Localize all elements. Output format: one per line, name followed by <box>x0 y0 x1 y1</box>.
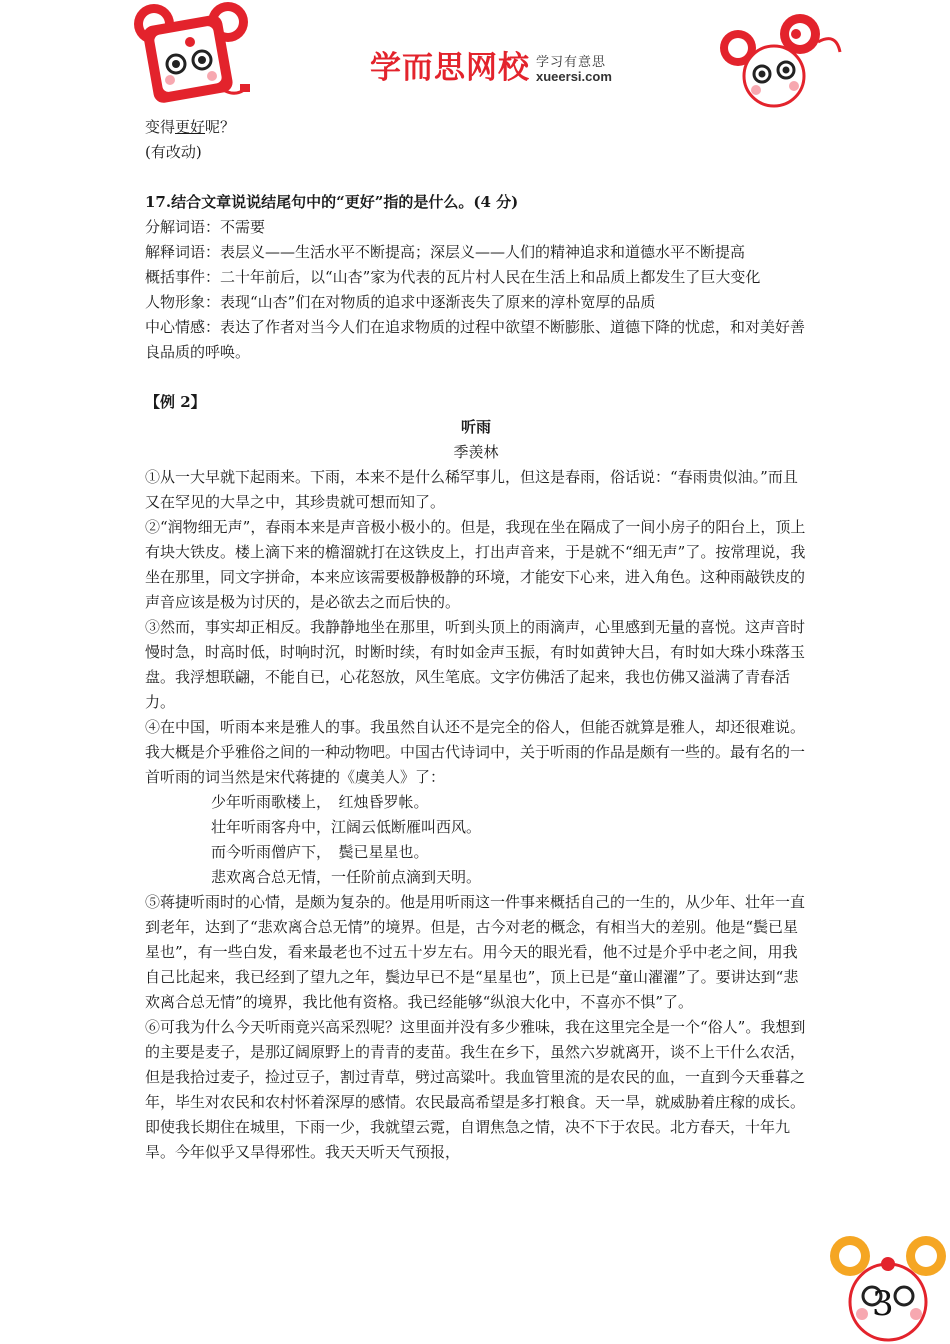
answer-line: 概括事件：二十年前后，以“山杏”家为代表的瓦片村人民在生活上和品质上都发生了巨大变化 <box>145 268 761 286</box>
page-header <box>0 0 950 115</box>
question-17: 17.结合文章说说结尾句中的“更好”指的是什么。(4 分) <box>145 193 519 211</box>
page-number: 3 <box>872 1284 894 1324</box>
poem-line: 悲欢离合总无情，一任阶前点滴到天明。 <box>211 868 482 886</box>
essay-paragraph: ⑥可我为什么今天听雨竟兴高采烈呢？这里面并没有多少雅味，我在这里完全是一个“俗人”。我想到的主要是麦子，是那辽阔原野上的青青的麦苗。我生在乡下，虽然六岁就离开，谈不上干什么农活，但是我拾过麦子，捡过豆子，割过青草，劈过高粱叶。我血管里流的是农民的血，一直到今天垂暮之年，毕生对农民和农村怀着深厚的感情。农民最高希望是多打粮食。天一旱，就威胁着庄稼的成长。即使我长期住在城里，下雨一少，我就望云霓，自谓焦急之情，决不下于农民。北方春天，十年九旱。今年似乎又旱得邪性。我天天听天气预报， <box>145 1018 806 1161</box>
mouse-mascot-right-icon <box>718 12 848 112</box>
poem-line: 少年听雨歌楼上， 红烛昏罗帐。 <box>211 793 429 811</box>
example-label: 【例 2】 <box>145 393 206 411</box>
essay-paragraph: ④在中国，听雨本来是雅人的事。我虽然自认还不是完全的俗人，但能否就算是雅人，却还很难说。我大概是介乎雅俗之间的一种动物吧。中国古代诗词中，关于听雨的作品是颇有一些的。最有名的一首听雨的词当然是宋代蒋捷的《虞美人》了： <box>145 718 806 786</box>
essay-title: 听雨 <box>460 418 491 436</box>
poem-line: 而今听雨僧庐下， 鬓已星星也。 <box>211 843 429 861</box>
essay-author: 季羡林 <box>453 443 499 461</box>
poem-line: 壮年听雨客舟中，江阔云低断雁叫西风。 <box>211 818 482 836</box>
answer-line: 分解词语：不需要 <box>145 218 266 236</box>
logo-domain: xueersi.com <box>536 69 612 84</box>
essay-paragraph: ⑤蒋捷听雨时的心情，是颇为复杂的。他是用听雨这一件事来概括自己的一生的，从少年、壮年一直到老年，达到了“悲欢离合总无情”的境界。但是，古今对老的概念，有相当大的差别。他是“鬓已星星也”，有一些白发，看来最老也不过五十岁左右。用今天的眼光看，他不过是介乎中老之间，用我自己比起来，我已经到了望九之年，鬓边早已不是“星星也”，顶上已是“童山濯濯”了。要讲达到“悲欢离合总无情”的境界，我比他有资格。我已经能够“纵浪大化中，不喜亦不惧”了。 <box>145 893 806 1011</box>
essay-paragraph: ③然而，事实却正相反。我静静地坐在那里，听到头顶上的雨滴声，心里感到无量的喜悦。这声音时慢时急，时高时低，时响时沉，时断时续，有时如金声玉振，有时如黄钟大吕，有时如大珠小珠落玉盘。我浮想联翩，不能自已，心花怒放，风生笔底。文字仿佛活了起来，我也仿佛又溢满了青春活力。 <box>145 618 806 711</box>
essay-paragraph: ①从一大早就下起雨来。下雨，本来不是什么稀罕事儿，但这是春雨，俗话说：“春雨贵似油。”而且又在罕见的大旱之中，其珍贵就可想而知了。 <box>145 468 798 511</box>
mouse-mascot-left-icon <box>132 2 257 112</box>
answer-line: 人物形象：表现“山杏”们在对物质的追求中逐渐丧失了原来的淳朴宽厚的品质 <box>145 293 656 311</box>
answer-line: 中心情感：表达了作者对当今人们在追求物质的过程中欲望不断膨胀、道德下降的忧虑，和对美好善良品质的呼唤。 <box>145 318 806 361</box>
logo-text: 学而思网校 <box>370 50 530 86</box>
answer-line: 解释词语：表层义——生活水平不断提高；深层义——人们的精神追求和道德水平不断提高 <box>145 243 746 261</box>
logo-slogan: 学习有意思 <box>536 55 607 70</box>
text-line: 变得更好呢？ <box>145 118 236 136</box>
document-body <box>145 115 807 1165</box>
revision-note: (有改动) <box>145 143 202 161</box>
essay-paragraph: ②“润物细无声”，春雨本来是声音极小极小的。但是，我现在坐在隔成了一间小房子的阳台上，顶上有块大铁皮。楼上滴下来的檐溜就打在这铁皮上，打出声音来，于是就不“细无声”了。按常理说，我坐在那里，同文字拼命，本来应该需要极静极静的环境，才能安下心来，进入角色。这种雨敲铁皮的声音应该是极为讨厌的，是必欲去之而后快的。 <box>145 518 806 611</box>
xueersi-logo <box>370 50 612 86</box>
